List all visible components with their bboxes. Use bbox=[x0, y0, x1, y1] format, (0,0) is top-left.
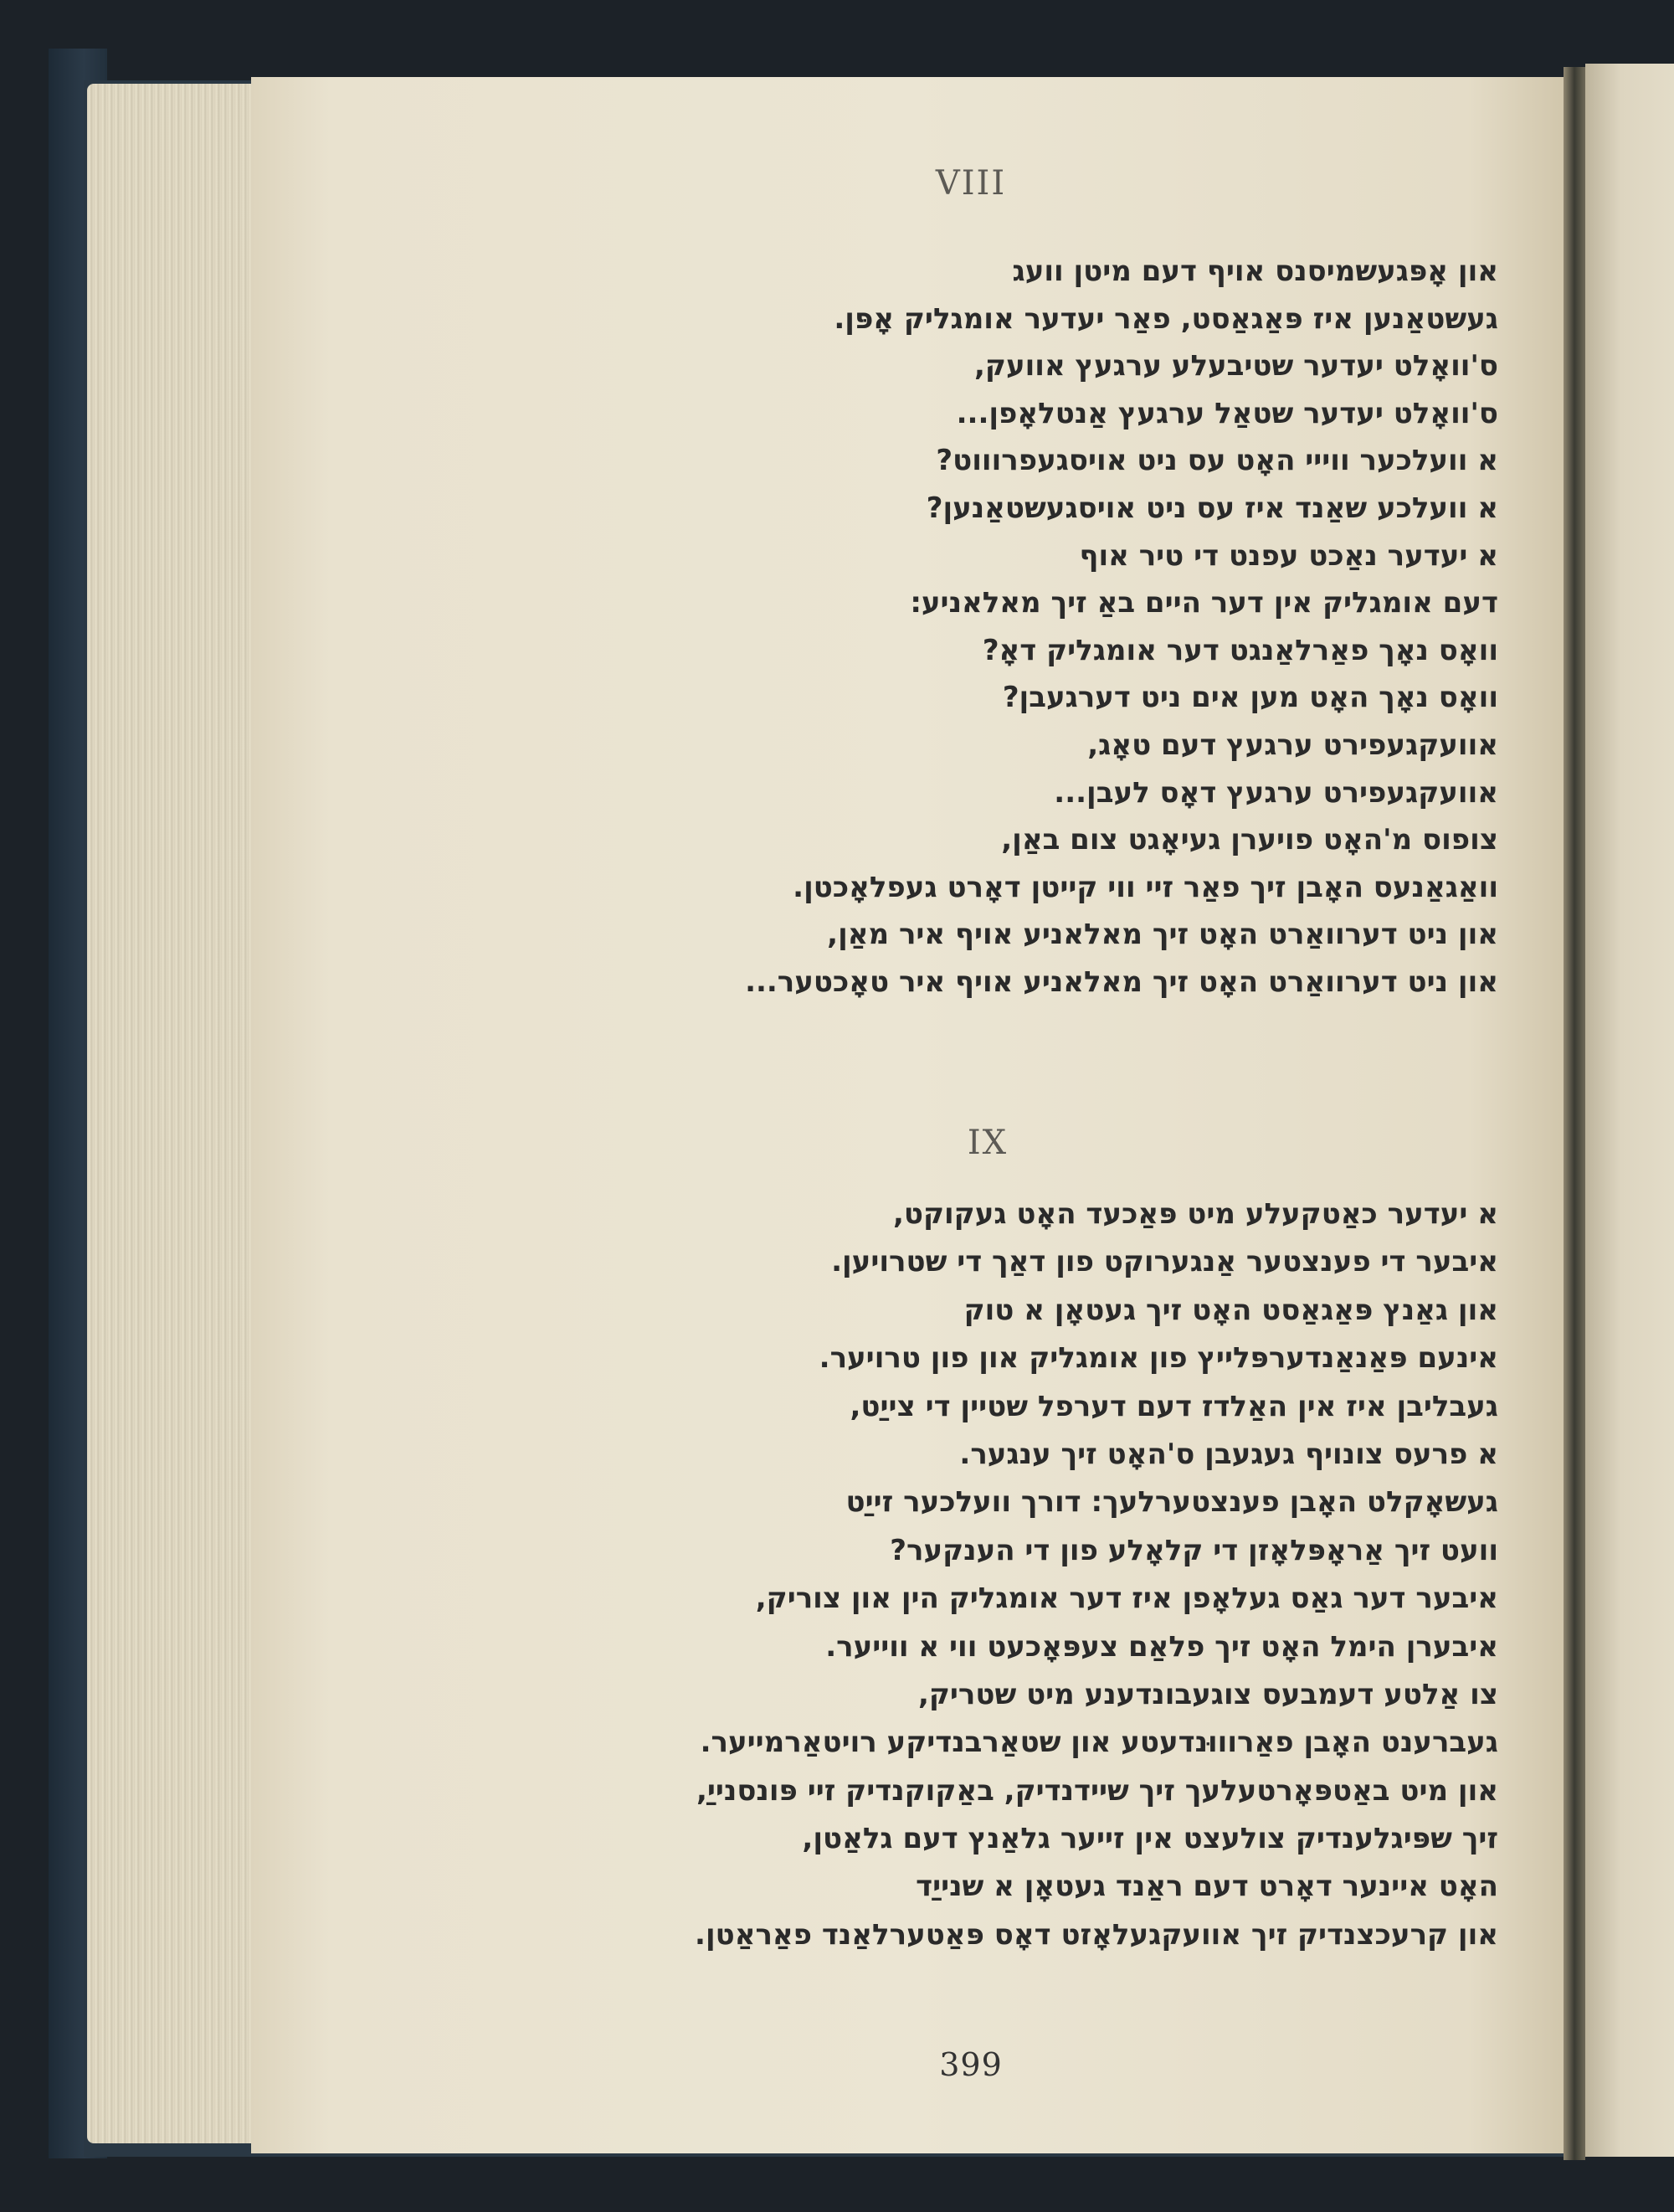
poem-line: א פרעס צונויף געגעבן ס'האָט זיך ענגער. bbox=[959, 1437, 1498, 1471]
poem-line: און ניט דערוואַרט האָט זיך מאלאניע אויף איר טאָכטער... bbox=[745, 965, 1498, 999]
poem-line: וואַגאַנעס האָבן זיך פאַר זיי ווי קייטן דאָרט געפלאָכטן. bbox=[793, 870, 1498, 904]
facing-page-edge bbox=[1585, 64, 1674, 2157]
poem-stanza-viii bbox=[552, 248, 1498, 1006]
poem-line: און ניט דערוואַרט האָט זיך מאלאניע אויף איר מאַן, bbox=[827, 918, 1498, 952]
poem-line: אינעם פּאַנאַנדערפּלייץ פון אומגליק און פון טרויער. bbox=[819, 1341, 1498, 1376]
poem-line: א וועלכע שאַנד איז עס ניט אויסגעשטאַנען? bbox=[926, 491, 1498, 525]
poem-line: געבליבן איז אין האַלדז דעם דערפל שטיין די צייַט, bbox=[850, 1389, 1498, 1423]
poem-line: געשאָקלט האָבן פענצטערלעך: דורך וועלכער זייַט bbox=[845, 1485, 1498, 1520]
page-edges bbox=[87, 84, 254, 2143]
poem-line: וועט זיך אַראָפּלאָזן די קלאָלע פון די הענקער? bbox=[890, 1533, 1498, 1567]
poem-line: א יעדער נאַכט עפנט די טיר אוף bbox=[1079, 538, 1498, 573]
poem-line: געברענט האָבן פאַרוווּנדעטע און שטאַרבנדיקע רויטאַרמייער. bbox=[700, 1726, 1498, 1760]
poem-line: ס'וואָלט יעדער שטאַל ערגעץ אַנטלאָפן... bbox=[956, 396, 1498, 430]
poem-line: דעם אומגליק אין דער היים באַ זיך מאלאניע: bbox=[910, 586, 1498, 620]
poem-line: א יעדער כאַטקעלע מיט פּאַכעד האָט געקוקט, bbox=[892, 1197, 1498, 1231]
book-gutter bbox=[1564, 67, 1585, 2160]
poem-line: און אָפּגעשמיסנס אויף דעם מיטן וועג bbox=[1012, 255, 1498, 288]
poem-line: ס'וואָלט יעדער שטיבעלע ערגעץ אוועק, bbox=[974, 349, 1498, 383]
poem-line: און מיט באַטפּאָרטעלעך זיך שיידנדיק, באַקוקנדיק זיי פּונסנייַ, bbox=[696, 1773, 1498, 1808]
poem-line: איבער דער גאַס געלאָפן איז דער אומגליק הין און צוריק, bbox=[755, 1582, 1498, 1616]
poem-line: און קרעכצנדיק זיך אוועקגעלאָזט דאָס פּאַטערלאַנד פאַראַטן. bbox=[695, 1917, 1498, 1952]
poem-line: געשטאַנען איז פּאַגאַסט, פאַר יעדער אומגליק אָפּן. bbox=[834, 301, 1498, 336]
poem-line: און גאַנץ פּאַגאַסט האָט זיך געטאָן א טוק bbox=[963, 1293, 1498, 1327]
section-heading-viii: VIII bbox=[935, 164, 1007, 203]
poem-line: איבער די פענצטער אַנגערוקט פון דאַך די שטרויען. bbox=[831, 1245, 1498, 1279]
poem-line: וואָס נאָך האָט מען אים ניט דערגעבן? bbox=[1002, 681, 1498, 715]
poem-line: וואָס נאָך פאַרלאַנגט דער אומגליק דאָ? bbox=[982, 633, 1498, 667]
poem-line: איבערן הימל האָט זיך פלאַם צעפּאָכעט ווי א ווייער. bbox=[825, 1629, 1498, 1664]
poem-line: צופוס מ'האָט פויערן געיאָגט צום באַן, bbox=[1001, 823, 1498, 857]
poem-line: א וועלכער ווייי האָט עס ניט אויסגעפרוווט? bbox=[936, 444, 1498, 478]
poem-line: האָט איינער דאָרט דעם ראַנד געטאָן א שנייַד bbox=[916, 1870, 1498, 1904]
poem-line: צו אַלטע דעמבעס צוגעבונדענע מיט שטריק, bbox=[917, 1677, 1498, 1711]
poem-line: זיך שפּיגלענדיק צולעצט אין זייער גלאַנץ דעם גלאַטן, bbox=[802, 1822, 1498, 1856]
poem-line: אוועקגעפירט ערגעץ דעם טאָג, bbox=[1087, 728, 1498, 762]
section-heading-ix: IX bbox=[967, 1124, 1009, 1162]
poem-stanza-ix bbox=[460, 1191, 1498, 1959]
page-number: 399 bbox=[939, 2046, 1003, 2083]
poem-line: אוועקגעפירט ערגעץ דאָס לעבן... bbox=[1054, 775, 1498, 810]
